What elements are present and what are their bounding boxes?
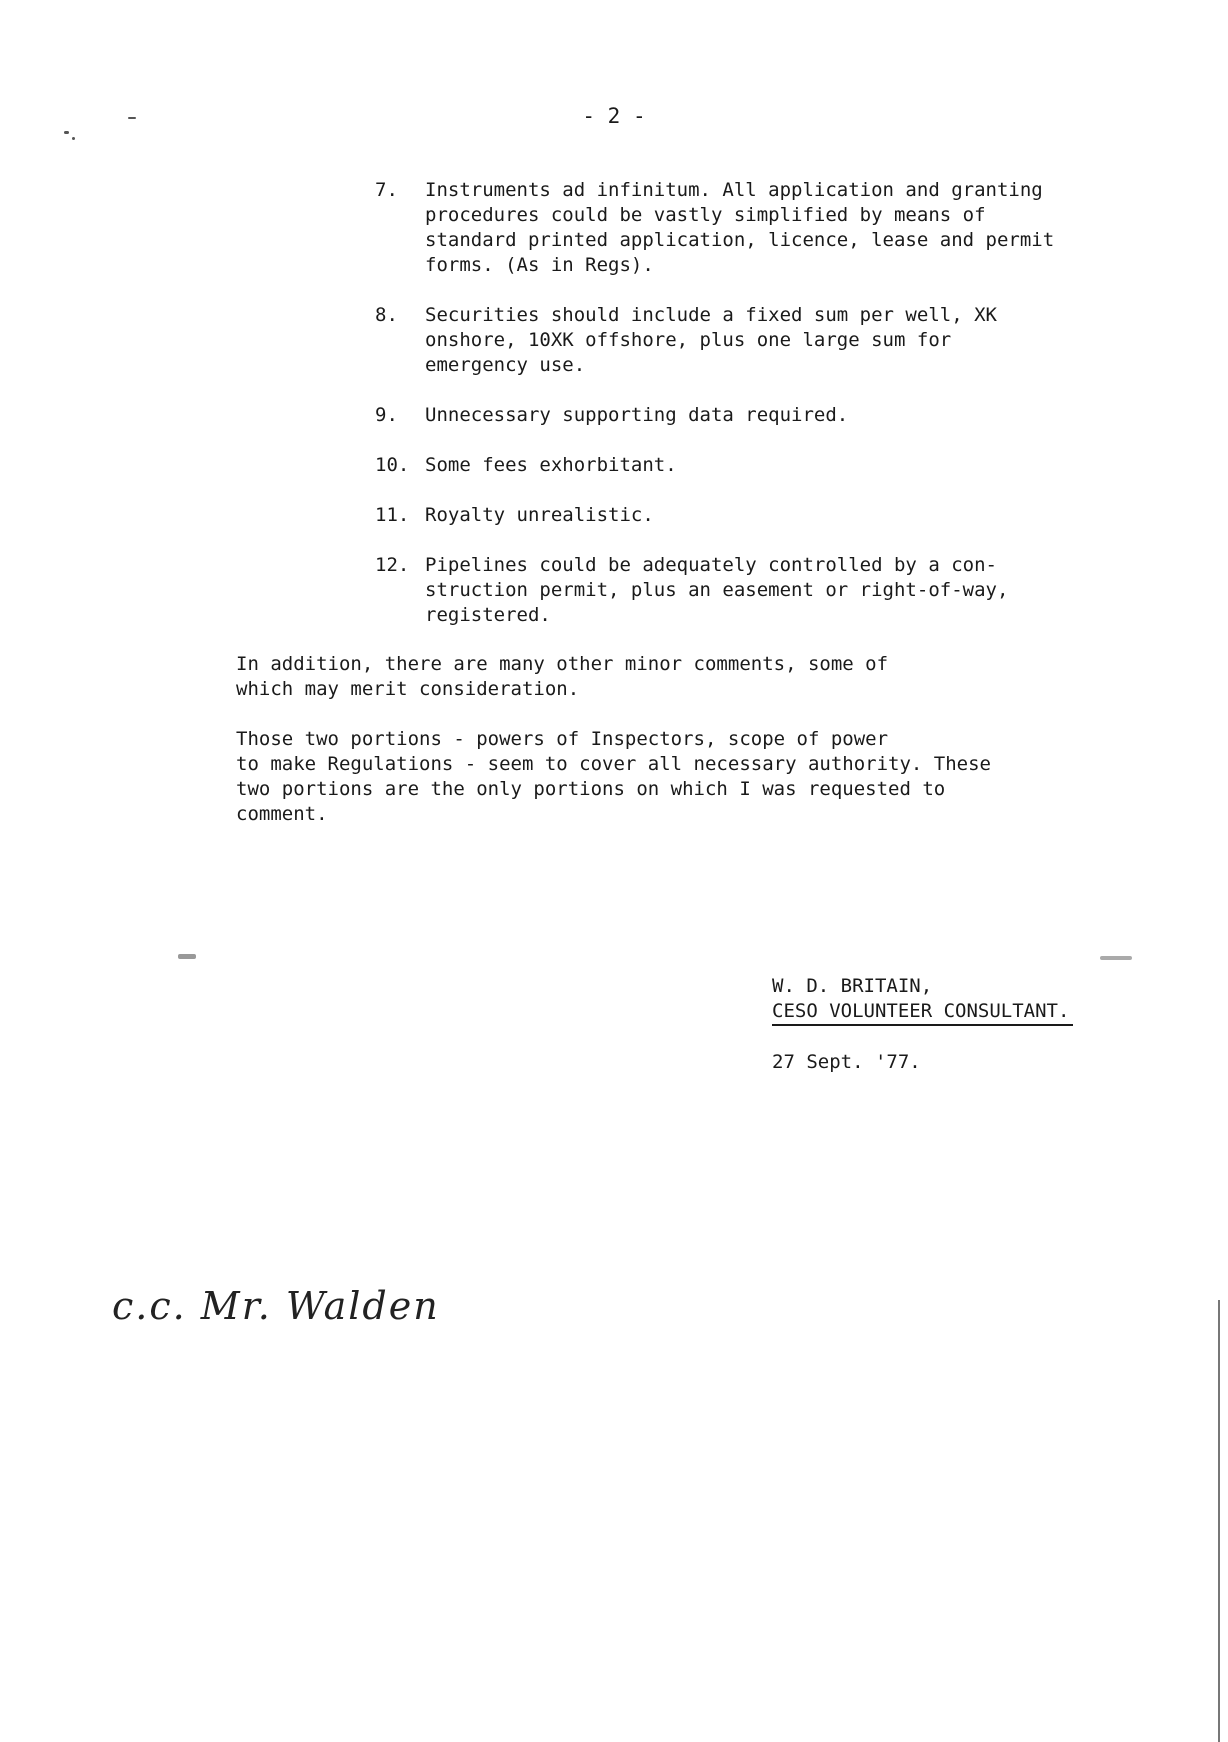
list-item <box>375 453 1115 478</box>
item-text: Unnecessary supporting data required. <box>425 404 849 426</box>
scan-edge-line <box>1218 1300 1220 1742</box>
scan-speck <box>1100 956 1132 960</box>
item-number: 12. <box>375 554 410 576</box>
paragraph-portions: Those two portions - powers of Inspectors, scope of power to make Regulations - seem to cover all necessary authority. These two portions are the only portions on which I was requested to comment. <box>236 728 991 825</box>
list-item <box>375 553 1115 628</box>
letter-date: 27 Sept. '77. <box>772 1051 921 1073</box>
item-number: 9. <box>375 404 398 426</box>
numbered-list <box>375 178 1115 653</box>
list-item <box>375 178 1115 278</box>
item-text: Instruments ad infinitum. All application and granting procedures could be vastly simplified by means of standard printed application, licence, lease and permit forms. (As in Regs). <box>425 179 1055 276</box>
item-text: Pipelines could be adequately controlled by a con- struction permit, plus an easement or right-of-way, registered. <box>425 554 1009 626</box>
item-number: 8. <box>375 304 398 326</box>
list-item <box>375 503 1115 528</box>
list-item <box>375 303 1115 378</box>
signature-block <box>772 974 1073 1075</box>
list-item <box>375 403 1115 428</box>
scan-speck <box>64 131 69 134</box>
scan-speck <box>178 954 196 959</box>
scan-speck <box>72 137 75 140</box>
handwritten-cc-note: c.c. Mr. Walden <box>112 1284 440 1328</box>
scan-speck <box>128 117 136 119</box>
item-text: Royalty unrealistic. <box>425 504 654 526</box>
signatory-title: CESO VOLUNTEER CONSULTANT. <box>772 999 1073 1026</box>
paragraph-additional-comments: In addition, there are many other minor comments, some of which may merit consideration. <box>236 653 889 700</box>
item-number: 10. <box>375 454 410 476</box>
item-number: 7. <box>375 179 398 201</box>
item-text: Some fees exhorbitant. <box>425 454 677 476</box>
page-number: - 2 - <box>582 104 646 128</box>
signatory-name: W. D. BRITAIN, <box>772 975 933 997</box>
item-text: Securities should include a fixed sum per well, XK onshore, 10XK offshore, plus one large sum for emergency use. <box>425 304 997 376</box>
item-number: 11. <box>375 504 410 526</box>
